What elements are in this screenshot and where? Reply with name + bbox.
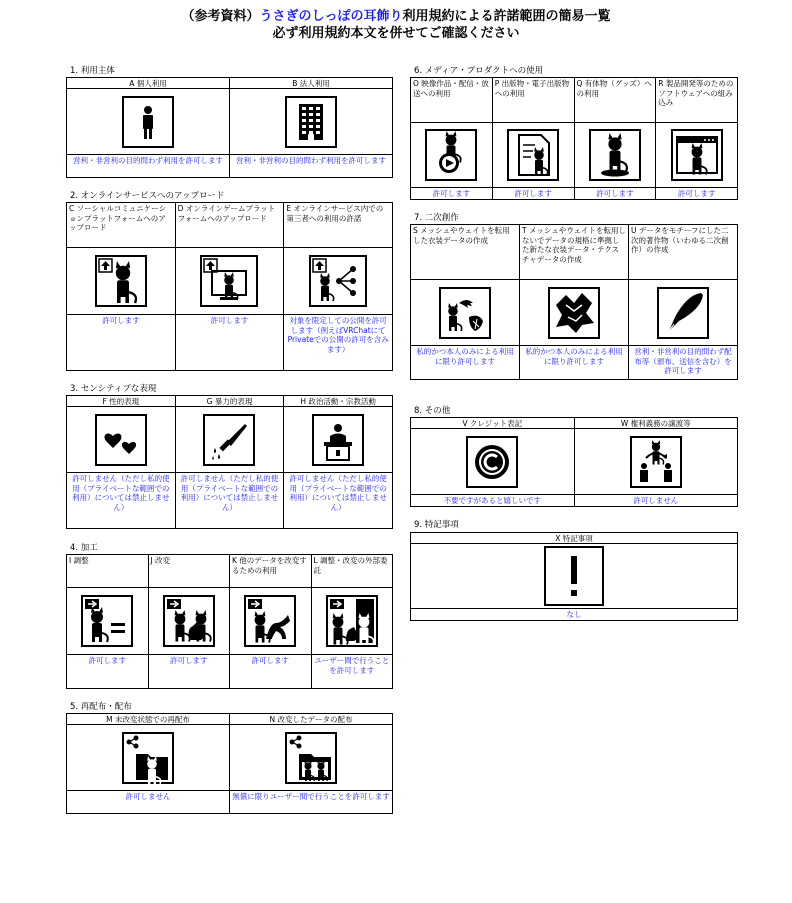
item-permission: 許可しません	[125, 792, 171, 801]
item-header: R 製品開発等のためのソフトウェアへの組み込み	[656, 78, 737, 123]
item-header: X 特記事項	[411, 533, 737, 544]
license-item	[656, 78, 737, 199]
item-header: S メッシュやウェイトを転用した衣装データの作成	[411, 225, 519, 280]
license-item	[629, 225, 737, 379]
item-permission: 許可しません	[633, 496, 679, 505]
item-header: H 政治活動・宗教活動	[284, 396, 392, 407]
item-header: J 改変	[149, 555, 230, 588]
title-rest: 利用規約による許諾範囲の簡易一覧	[402, 9, 611, 24]
item-header: N 改変したデータの配布	[230, 714, 392, 725]
item-permission: 私的かつ本人のみによる利用に限り許可します	[416, 347, 514, 366]
section-grid-redistribution	[66, 713, 393, 814]
page-subtitle: 必ず利用規約本文を併せてご確認ください	[272, 26, 520, 41]
share-cat-icon	[284, 248, 392, 315]
section-title-media: 6. メディア・プロダクトへの使用	[414, 66, 544, 76]
license-item	[411, 418, 574, 506]
section-grid-usage	[66, 77, 393, 178]
item-header: B 法人利用	[230, 78, 392, 89]
item-header: F 性的表現	[67, 396, 175, 407]
item-permission: 許可しません（ただし私的使用（プライベートな範囲での利用）については禁止しません）	[72, 474, 170, 512]
costume-icon	[520, 280, 628, 346]
copyright-icon	[411, 429, 574, 495]
hearts-icon	[67, 407, 175, 473]
item-permission: 許可します	[102, 316, 140, 325]
item-permission: 許可します	[432, 189, 471, 198]
item-permission: 許可します	[88, 656, 126, 665]
title-highlight: うさぎのしっぽの耳飾り	[259, 9, 403, 24]
item-permission: 営利・非営利の目的問わず配布等（頒布、送信を含む）を許可します	[634, 347, 732, 375]
podium-icon	[284, 407, 392, 473]
item-permission: 無償に限りユーザー間で行うことを許可します	[232, 792, 390, 801]
section-title-processing: 4. 加工	[70, 543, 98, 553]
section-title-sensitive: 3. センシティブな表現	[70, 384, 157, 394]
item-permission: 不要ですがあると嬉しいです	[443, 496, 541, 505]
item-permission: 対象を限定しての公開を許可します（例えばVRChatにてPrivateでの公開の許可を含みます）	[287, 316, 389, 354]
license-item	[230, 78, 392, 177]
item-permission: 許可しません（ただし私的使用（プライベートな範囲での利用）については禁止しません）	[180, 474, 279, 512]
item-permission: 営利・非営利の目的問わず利用を許可します	[236, 156, 386, 165]
item-permission: なし	[566, 610, 582, 619]
item-permission: 許可します	[596, 189, 634, 198]
item-header: V クレジット表記	[411, 418, 574, 429]
section-title-derivative: 7. 二次創作	[414, 213, 459, 223]
item-header: Q 有体物（グッズ）への利用	[575, 78, 656, 123]
modify-icon	[149, 588, 230, 655]
license-item	[493, 78, 574, 199]
item-header: P 出版物・電子出版物への利用	[493, 78, 574, 123]
license-item	[176, 396, 284, 528]
redistribute-icon	[67, 725, 229, 791]
license-item	[575, 78, 656, 199]
building-icon	[230, 89, 392, 155]
section-title-usage: 1. 利用主体	[70, 66, 115, 76]
exclamation-icon	[411, 544, 737, 609]
license-item	[411, 78, 492, 199]
item-header: A 個人利用	[67, 78, 229, 89]
section-title-notes: 9. 特記事項	[414, 520, 459, 530]
section-title-other: 8. その他	[414, 406, 451, 416]
item-permission: 私的かつ本人のみによる利用に限り許可します	[525, 347, 623, 366]
item-header: M 未改変状態での再配布	[67, 714, 229, 725]
license-item	[67, 714, 229, 813]
license-item	[149, 555, 230, 688]
item-header: T メッシュやウェイトを転用しないでデータの規格に準拠した新たな衣装データ・テクスチャデータの作成	[520, 225, 628, 280]
item-permission: 営利・非営利の目的問わず利用を許可します	[73, 156, 223, 165]
section-title-upload: 2. オンラインサービスへのアップロード	[70, 191, 225, 201]
license-item	[67, 78, 229, 177]
license-item	[411, 533, 737, 620]
item-header: L 調整・改変の外部委託	[312, 555, 393, 588]
license-item	[520, 225, 628, 379]
item-permission: 許可します	[170, 656, 208, 665]
item-header: G 暴力的表現	[176, 396, 284, 407]
section-grid-notes	[410, 532, 738, 621]
license-item	[284, 203, 392, 370]
item-header: O 映像作品・配信・放送への利用	[411, 78, 492, 123]
person-icon	[67, 89, 229, 155]
video-icon	[411, 123, 492, 188]
section-grid-processing	[66, 554, 393, 689]
section-grid-media	[410, 77, 738, 200]
item-permission: 許可しません（ただし私的使用（プライベートな範囲での利用）については禁止しません）	[289, 474, 387, 512]
transfer-icon	[575, 429, 738, 495]
item-header: W 権利義務の譲渡等	[575, 418, 738, 429]
page-title	[0, 8, 792, 25]
section-grid-other	[410, 417, 738, 507]
license-item	[284, 396, 392, 528]
section-grid-sensitive	[66, 395, 393, 529]
item-header: E オンラインサービス内での第三者への利用の許諾	[284, 203, 392, 248]
software-icon	[656, 123, 737, 188]
section-title-redistribution: 5. 再配布・配布	[70, 702, 132, 712]
knife-icon	[176, 407, 284, 473]
mesh-transfer-icon	[411, 280, 519, 346]
section-grid-upload	[66, 202, 393, 371]
distribute-modified-icon	[230, 725, 392, 791]
license-item	[67, 555, 148, 688]
license-item	[67, 203, 175, 370]
upload-cat-icon	[67, 248, 175, 315]
license-item	[230, 714, 392, 813]
item-permission: 許可します	[251, 656, 289, 665]
outsource-icon	[312, 588, 393, 655]
document-icon	[493, 123, 574, 188]
item-permission: 許可します	[677, 189, 716, 198]
figure-icon	[575, 123, 656, 188]
item-header: C ソーシャルコミュニケーションプラットフォームへのアップロード	[67, 203, 175, 248]
license-item	[411, 225, 519, 379]
item-header: U データをモチーフにした二次的著作物（いわゆる二次創作）の作成	[629, 225, 737, 280]
item-permission: ユーザー間で行うことを許可します	[314, 656, 390, 675]
pen-icon	[629, 280, 737, 346]
license-item	[575, 418, 738, 506]
license-item	[176, 203, 284, 370]
license-item	[312, 555, 393, 688]
adjust-icon	[67, 588, 148, 655]
use-for-modify-icon	[230, 588, 311, 655]
item-permission: 許可します	[210, 316, 249, 325]
upload-monitor-icon	[176, 248, 284, 315]
section-grid-derivative	[410, 224, 738, 380]
item-permission: 許可します	[514, 189, 552, 198]
license-item	[67, 396, 175, 528]
item-header: K 他のデータを改変するための利用	[230, 555, 311, 588]
item-header: D オンラインゲームプラットフォームへのアップロード	[176, 203, 284, 248]
license-item	[230, 555, 311, 688]
title-paren: （参考資料）	[181, 9, 260, 24]
item-header: I 調整	[67, 555, 148, 588]
